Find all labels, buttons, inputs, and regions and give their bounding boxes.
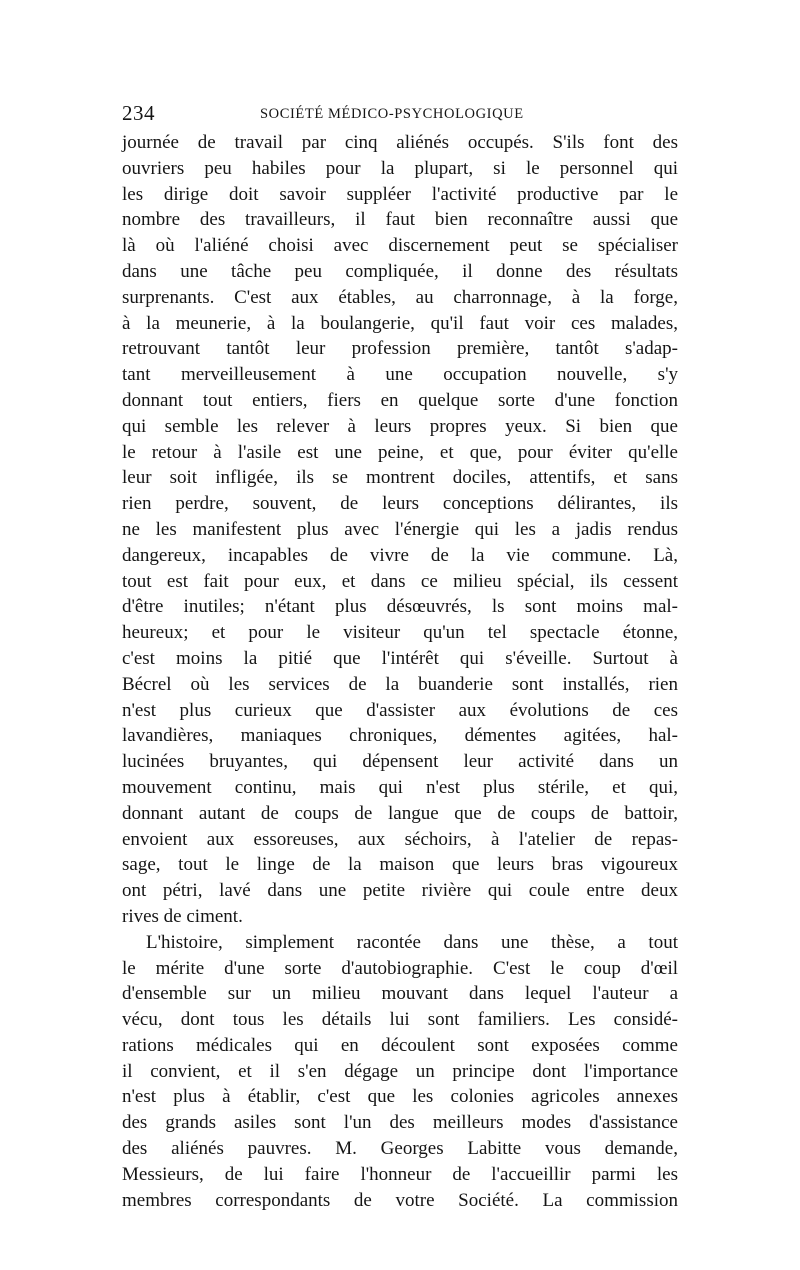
text-line: dans une tâche peu compliquée, il donne des résultats xyxy=(122,260,678,282)
text-line: nombre des travailleurs, il faut bien reconnaître aussi que xyxy=(122,209,678,231)
text-line: Bécrel où les services de la buanderie sont installés, rien xyxy=(122,673,678,695)
text-line: à la meunerie, à la boulangerie, qu'il faut voir ces malades, xyxy=(122,312,678,334)
text-line: qui semble les relever à leurs propres yeux. Si bien que xyxy=(122,415,678,437)
text-line: n'est plus curieux que d'assister aux évolutions de ces xyxy=(122,699,678,721)
text-line: retrouvant tantôt leur profession première, tantôt s'adap- xyxy=(122,338,678,360)
text-line: lavandières, maniaques chroniques, démentes agitées, hal- xyxy=(122,725,678,747)
text-line: dangereux, incapables de vivre de la vie commune. Là, xyxy=(122,544,678,566)
text-line: là où l'aliéné choisi avec discernement peut se spécialiser xyxy=(122,235,678,257)
text-line: journée de travail par cinq aliénés occupés. S'ils font des xyxy=(122,132,678,153)
text-line: le mérite d'une sorte d'autobiographie. C'est le coup d'œil xyxy=(122,957,678,979)
text-line: sage, tout le linge de la maison que leurs bras vigoureux xyxy=(122,854,678,876)
text-line: tout est fait pour eux, et dans ce milieu spécial, ils cessent xyxy=(122,570,678,592)
text-line: heureux; et pour le visiteur qu'un tel spectacle étonne, xyxy=(122,622,678,644)
text-line: leur soit infligée, ils se montrent dociles, attentifs, et sans xyxy=(122,467,678,489)
text-line: envoient aux essoreuses, aux séchoirs, à l'atelier de repas- xyxy=(122,828,678,850)
text-line: Messieurs, de lui faire l'honneur de l'accueillir parmi les xyxy=(122,1163,678,1185)
text-line: le retour à l'asile est une peine, et que, pour éviter qu'elle xyxy=(122,441,678,463)
text-line: donnant autant de coups de langue que de coups de battoir, xyxy=(122,802,678,824)
text-line: les dirige doit savoir suppléer l'activité productive par le xyxy=(122,183,678,205)
text-line: d'être inutiles; n'étant plus désœuvrés, ls sont moins mal- xyxy=(122,596,678,618)
body-text xyxy=(122,130,678,1213)
text-line: d'ensemble sur un milieu mouvant dans lequel l'auteur a xyxy=(122,983,678,1005)
text-line: c'est moins la pitié que l'intérêt qui s'éveille. Surtout à xyxy=(122,647,678,669)
text-line: tant merveilleusement à une occupation nouvelle, s'y xyxy=(122,364,678,386)
paragraph-start-line: L'histoire, simplement racontée dans une thèse, a tout xyxy=(146,931,678,953)
text-line: donnant tout entiers, fiers en quelque sorte d'une fonction xyxy=(122,389,678,411)
paragraph-end-line: rives de ciment. xyxy=(122,905,243,927)
text-line: vécu, dont tous les détails lui sont familiers. Les considé- xyxy=(122,1009,678,1031)
text-line: des aliénés pauvres. M. Georges Labitte vous demande, xyxy=(122,1138,678,1160)
text-line: il convient, et il s'en dégage un principe dont l'importance xyxy=(122,1060,678,1082)
running-title: SOCIÉTÉ MÉDICO-PSYCHOLOGIQUE xyxy=(260,106,524,122)
text-line: n'est plus à établir, c'est que les colonies agricoles annexes xyxy=(122,1086,678,1108)
text-line: ne les manifestent plus avec l'énergie qui les a jadis rendus xyxy=(122,518,678,540)
text-line: ont pétri, lavé dans une petite rivière qui coule entre deux xyxy=(122,880,678,902)
text-line: ouvriers peu habiles pour la plupart, si le personnel qui xyxy=(122,157,678,179)
page-header xyxy=(122,100,676,126)
page-number: 234 xyxy=(122,101,155,125)
text-line: rations médicales qui en découlent sont exposées comme xyxy=(122,1034,678,1056)
text-line: mouvement continu, mais qui n'est plus stérile, et qui, xyxy=(122,776,678,798)
text-line: membres correspondants de votre Société. La commission xyxy=(122,1189,678,1211)
text-line: lucinées bruyantes, qui dépensent leur activité dans un xyxy=(122,751,678,773)
text-line: des grands asiles sont l'un des meilleurs modes d'assistance xyxy=(122,1112,678,1134)
text-line: rien perdre, souvent, de leurs conceptions délirantes, ils xyxy=(122,493,678,515)
text-line: surprenants. C'est aux étables, au charronnage, à la forge, xyxy=(122,286,678,308)
